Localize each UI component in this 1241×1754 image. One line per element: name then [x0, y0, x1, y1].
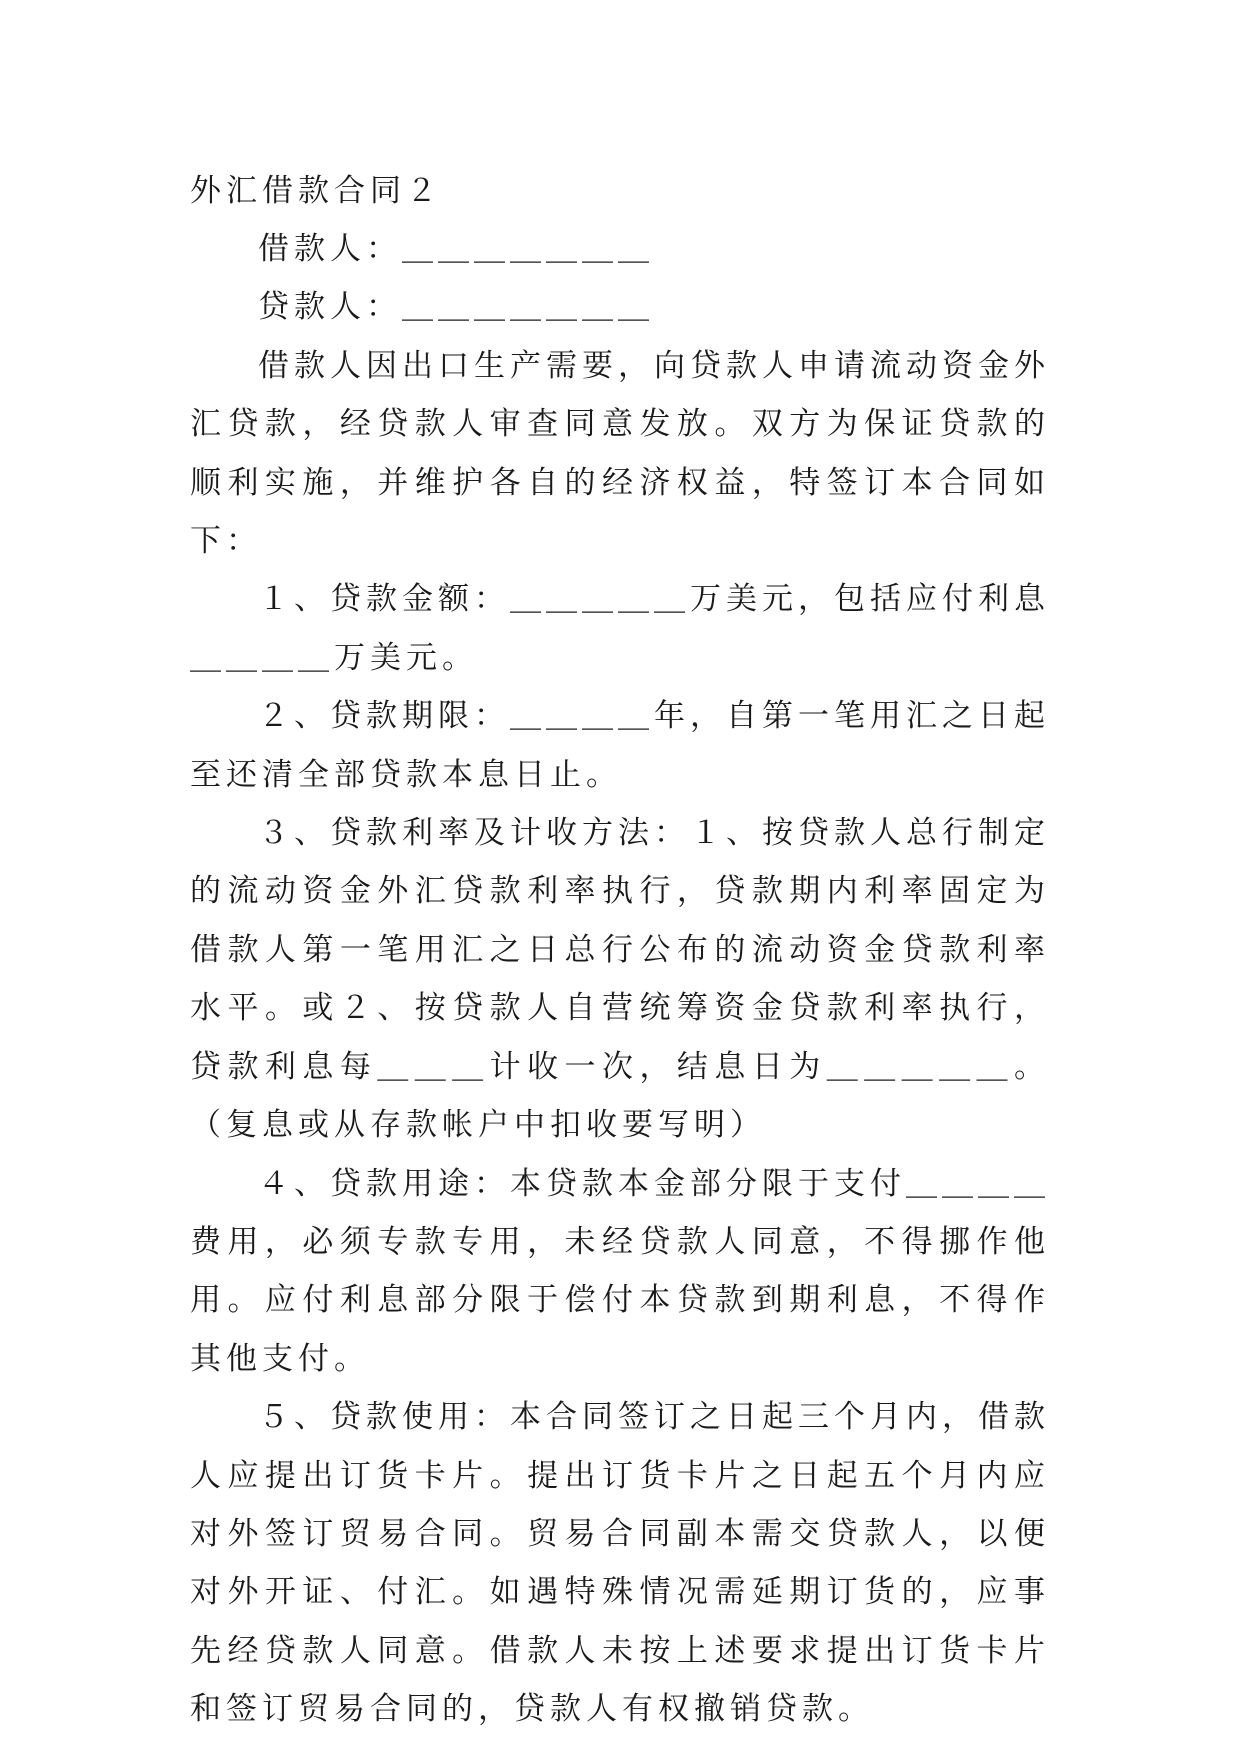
clause-interest-rate: ３、贷款利率及计收方法：１、按贷款人总行制定的流动资金外汇贷款利率执行，贷款期内利率固定为借款人第一笔用汇之日总行公布的流动资金贷款利率水平。或２、按贷款人自营统筹资金贷款利率执行，贷款利息每＿＿＿计收一次，结息日为＿＿＿＿＿。（复息或从存款帐户中扣收要写明）: [190, 815, 1050, 1144]
clause-loan-usage: ５、贷款使用：本合同签订之日起三个月内，借款人应提出订货卡片。提出订货卡片之日起五个月内应对外签订贸易合同。贸易合同副本需交贷款人，以便对外开证、付汇。如遇特殊情况需延期订货的，应事先经贷款人同意。借款人未按上述要求提出订货卡片和签订贸易合同的，贷款人有权撤销贷款。: [190, 1399, 1050, 1728]
lender-line: 贷款人：＿＿＿＿＿＿＿: [258, 289, 654, 326]
clause-loan-term: ２、贷款期限：＿＿＿＿年，自第一笔用汇之日起至还清全部贷款本息日止。: [190, 698, 1050, 793]
clause-loan-purpose: ４、贷款用途：本贷款本金部分限于支付＿＿＿＿费用，必须专款专用，未经贷款人同意，不得挪作他用。应付利息部分限于偿付本贷款到期利息，不得作其他支付。: [190, 1165, 1050, 1377]
intro-paragraph: 借款人因出口生产需要，向贷款人申请流动资金外汇贷款，经贷款人审查同意发放。双方为保证贷款的顺利实施，并维护各自的经济权益，特签订本合同如下：: [190, 347, 1050, 560]
document-title: 外汇借款合同２: [190, 173, 442, 209]
borrower-line: 借款人：＿＿＿＿＿＿＿: [258, 231, 654, 267]
clause-loan-amount: １、贷款金额：＿＿＿＿＿万美元，包括应付利息＿＿＿＿万美元。: [190, 581, 1050, 676]
document-body: [190, 162, 1050, 1739]
